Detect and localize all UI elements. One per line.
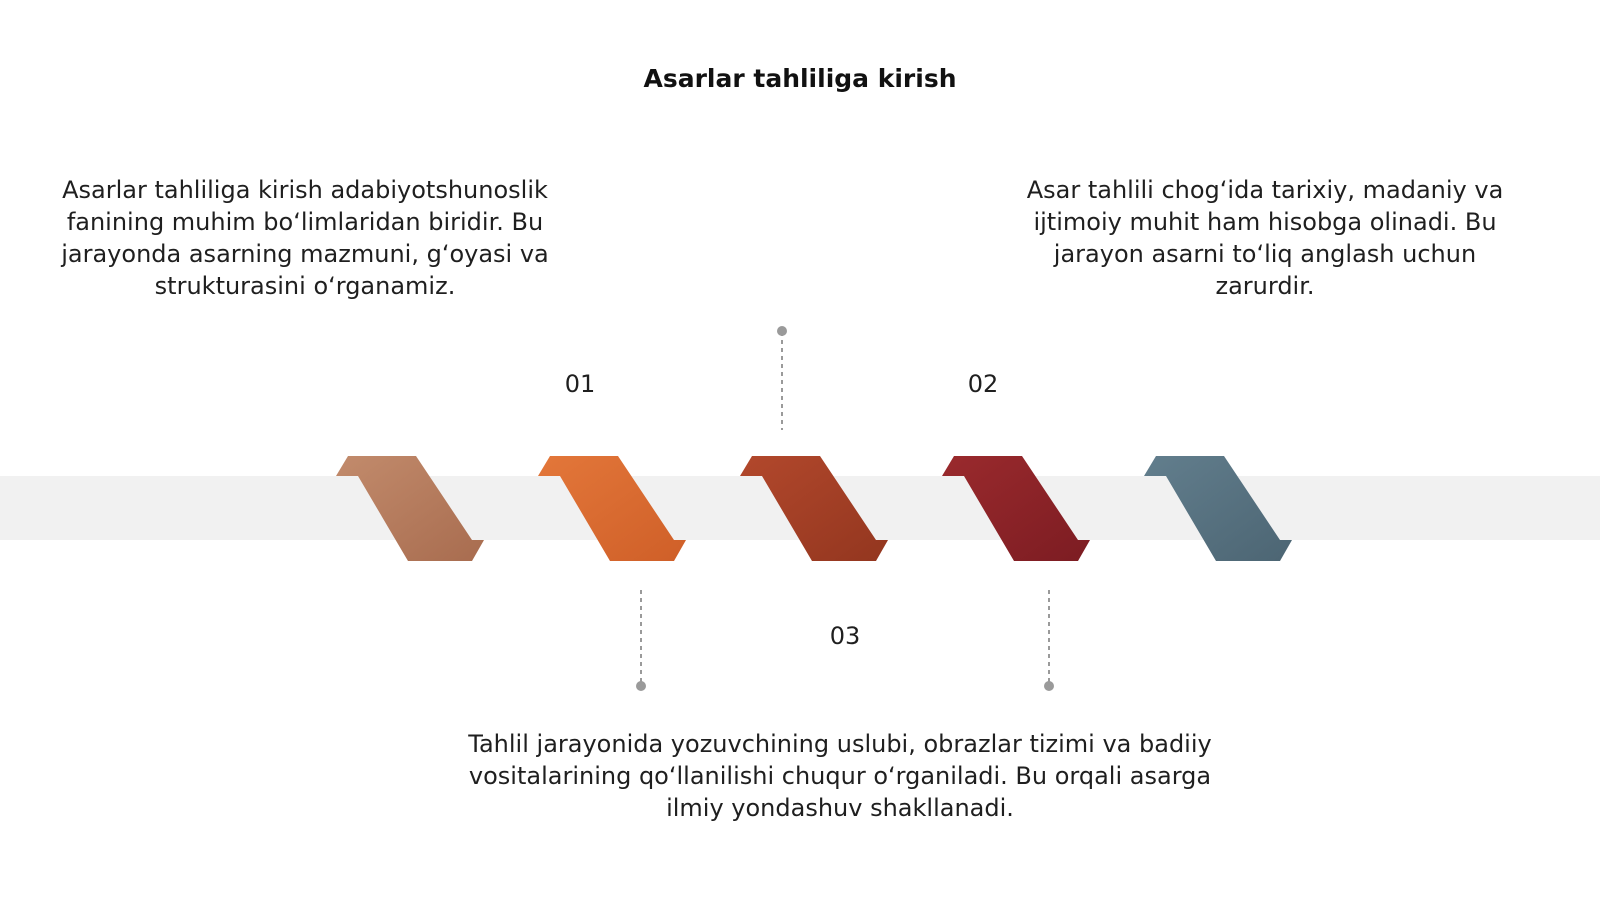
slide-title: Asarlar tahliliga kirish xyxy=(643,64,957,93)
step-1-number: 01 xyxy=(564,370,596,398)
step-1-description: Asarlar tahliliga kirish adabiyotshunoslik fanining muhim bo‘limlaridan biridir. Bu jarayonda asarning mazmuni, g‘oyasi va strukturasini o‘rganamiz. xyxy=(61,176,549,300)
dot-top xyxy=(777,326,787,336)
dot-bottom-right xyxy=(1044,681,1054,691)
step-2-description: Asar tahlili chog‘ida tarixiy, madaniy va ijtimoiy muhit ham hisobga olinadi. Bu jarayon asarni to‘liq anglash uchun zarurdir. xyxy=(1026,176,1504,300)
step-3-number: 03 xyxy=(829,622,861,650)
step-2-number: 02 xyxy=(967,370,999,398)
dot-bottom-left xyxy=(636,681,646,691)
step-3-description: Tahlil jarayonida yozuvchining uslubi, obrazlar tizimi va badiiy vositalarining qo‘llanilishi chuqur o‘rganiladi. Bu orqali asarga ilmiy yondashuv shakllanadi. xyxy=(468,730,1212,822)
